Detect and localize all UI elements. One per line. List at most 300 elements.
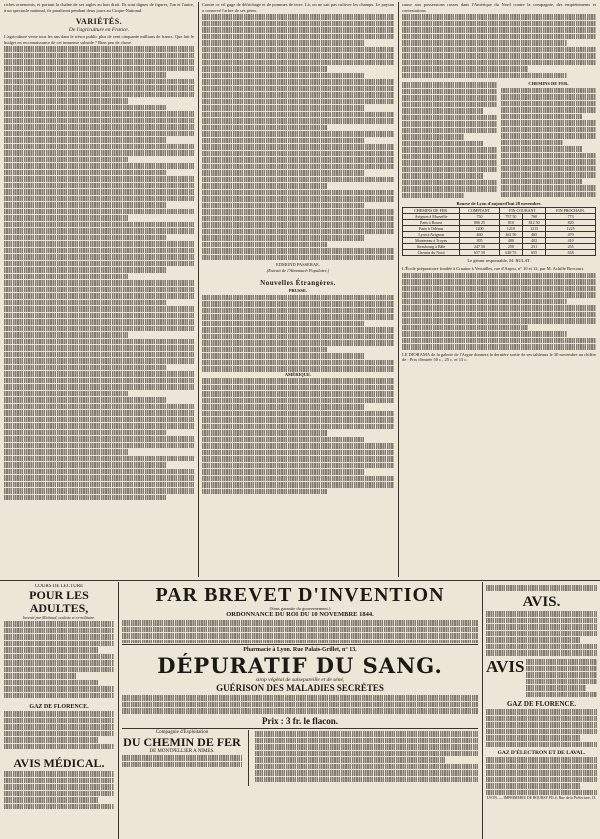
text-line — [202, 327, 394, 333]
article-text-block — [202, 378, 394, 494]
article-text-block — [402, 273, 596, 350]
text-line — [4, 267, 166, 273]
text-line — [402, 89, 497, 95]
text-line — [4, 784, 114, 790]
text-line — [501, 107, 596, 113]
text-line — [202, 353, 365, 359]
bourse-cell: 657 50 — [460, 249, 500, 255]
text-line — [202, 60, 394, 66]
text-line — [402, 21, 596, 27]
text-line — [4, 804, 114, 810]
pharmacie-line: Pharmacie à Lyon. Rue Palais-Grillet, n° 13. — [243, 647, 357, 653]
text-line — [202, 242, 327, 248]
guerison-title: GUÉRISON DES MALADIES SECRÈTES — [216, 683, 384, 693]
text-line — [202, 308, 394, 314]
brevet-subtitle: (Sans garantie du gouvernement.) — [269, 606, 331, 611]
text-line — [4, 449, 128, 455]
text-line — [4, 326, 194, 332]
text-line — [255, 738, 478, 744]
text-line — [501, 172, 596, 178]
text-line — [4, 300, 166, 306]
bourse-cell: 820 — [546, 219, 596, 225]
ad-text-block — [122, 619, 478, 643]
ads-center-column — [122, 584, 478, 836]
varietes-subheading: De l'agriculture en France. — [68, 27, 130, 33]
text-line — [486, 764, 597, 770]
text-line — [202, 482, 394, 488]
bourse-cell: 250 — [499, 243, 522, 249]
text-line — [4, 731, 114, 737]
varietes-intro: L'agriculture verse tous les ans dans le trésor public plus de cent cinquante millions de francs. Que fait le budget en reconnaissance de cet immense subside ? Bien peu de chose. — [4, 34, 194, 45]
ads-left-column — [4, 584, 114, 836]
cours-title: POUR LES ADULTES, — [29, 588, 89, 615]
text-line — [4, 791, 114, 797]
bourse-header-cell: FIN COURANT — [499, 207, 545, 213]
text-line — [4, 417, 194, 423]
section-prusse: PRUSSE. — [288, 288, 308, 293]
text-line — [4, 111, 194, 117]
bourse-cell: 1210 — [499, 225, 522, 231]
text-line — [501, 114, 582, 120]
article-text-block — [4, 46, 194, 500]
text-line — [4, 641, 114, 647]
text-line — [255, 777, 478, 783]
chemin-de-fer-title: DU CHEMIN DE FER — [123, 735, 241, 749]
text-line — [122, 627, 478, 633]
text-line — [202, 366, 394, 372]
text-line — [202, 99, 394, 105]
article-text-block — [202, 14, 394, 260]
text-line — [402, 318, 596, 324]
text-line — [202, 112, 394, 118]
varietes-heading: VARIÉTÉS. — [75, 17, 123, 26]
text-line — [202, 177, 394, 183]
text-line — [202, 469, 365, 475]
text-line — [402, 53, 596, 59]
text-line — [202, 391, 394, 397]
text-line — [255, 731, 478, 737]
text-line — [486, 777, 597, 783]
text-line — [486, 722, 597, 728]
article-text-block — [402, 14, 596, 78]
compagnie-label: Compagnie d'Exploitation — [155, 730, 209, 735]
column-3-intro: cause aux possessions russes dans l'Amérique du Nord contre la compagnie, des empiètements et contestations. — [402, 2, 596, 13]
text-line — [402, 154, 497, 160]
ad-text-block — [122, 694, 478, 716]
text-line — [4, 737, 98, 743]
text-line — [486, 757, 597, 763]
text-line — [202, 53, 394, 59]
text-line — [402, 160, 497, 166]
text-line — [202, 66, 327, 72]
text-line — [202, 92, 394, 98]
text-line — [202, 398, 394, 404]
text-line — [122, 640, 478, 644]
text-line — [4, 176, 194, 182]
text-line — [402, 108, 483, 114]
text-line — [526, 672, 597, 678]
text-line — [202, 340, 394, 346]
bourse-cell: 1200 — [460, 225, 500, 231]
text-line — [202, 255, 394, 261]
bourse-row — [403, 249, 596, 255]
text-line — [486, 644, 597, 650]
text-line — [4, 462, 166, 468]
text-line — [202, 235, 365, 241]
avis-medical-title: AVIS MÉDICAL. — [13, 756, 105, 770]
text-line — [202, 27, 394, 33]
prix-line: Prix : 3 fr. le flacon. — [262, 716, 338, 726]
cours-label: COURS DE LECTURE — [34, 584, 84, 589]
market-list-right — [501, 81, 596, 198]
column-rule — [398, 2, 399, 577]
text-line — [4, 488, 194, 494]
text-line — [122, 633, 478, 639]
text-line — [202, 105, 365, 111]
text-line — [202, 47, 394, 53]
lead-paragraph: riches ornements, et portant la chaîne de ses aigles au bon droit. Ils sont dignes de figurer, l'un et l'autre, à un spectacle national, ils paraîtront pendant deux jours au Cirque-National. — [4, 2, 194, 13]
text-line — [4, 680, 98, 686]
text-line — [486, 631, 597, 637]
text-line — [255, 770, 478, 776]
text-line — [4, 778, 114, 784]
bourse-cell: 470 — [546, 231, 596, 237]
text-line — [4, 371, 194, 377]
text-line — [402, 338, 596, 344]
text-line — [202, 334, 394, 340]
text-line — [122, 755, 242, 761]
column-rule — [482, 582, 483, 839]
article-source: (Extrait de l'Almanach Populaire.) — [266, 267, 330, 273]
text-line — [486, 783, 580, 789]
text-line — [4, 430, 166, 436]
text-line — [4, 456, 194, 462]
text-line — [4, 118, 194, 124]
text-line — [4, 397, 166, 403]
text-line — [4, 436, 194, 442]
bourse-cell: 255 — [546, 243, 596, 249]
column-2-intro: Contre ce vil gage de défrichage et de pommes de terre. Là, on ne sait pas cultiver les champs. Le paysan a conservé l'arbre de ses pères. — [202, 2, 394, 13]
text-line — [202, 404, 365, 410]
imprimerie-line: LYON. — IMPRIMERIE DE BOURSY FILS, Rue de la Préfecture, 13. — [486, 796, 597, 800]
nouvelles-heading: Nouvelles Étrangères. — [260, 279, 336, 287]
text-line — [4, 79, 194, 85]
column-1 — [4, 2, 194, 577]
ad-text-block — [486, 708, 597, 750]
section-rule — [0, 580, 600, 581]
text-line — [4, 241, 194, 247]
text-line — [526, 692, 597, 698]
text-line — [4, 378, 194, 384]
ecole-notice: L'École préparatoire fondée à Cruaine à Versailles, rue d'Anjou, n° 10 et 12, par M. Achille Brocourt. — [402, 266, 585, 271]
text-line — [4, 280, 194, 286]
text-line — [4, 423, 194, 429]
text-line — [402, 325, 528, 331]
text-line — [526, 685, 586, 691]
text-line — [202, 489, 327, 495]
section-amerique: AMÉRIQUE. — [284, 371, 312, 377]
ad-text-block — [486, 610, 597, 658]
bourse-cell: 251 — [523, 243, 546, 249]
text-line — [4, 345, 194, 351]
brevet-title: PAR BREVET D'INVENTION — [155, 584, 445, 606]
text-line — [4, 92, 194, 98]
text-line — [4, 404, 194, 410]
text-line — [4, 254, 194, 260]
text-line — [4, 482, 194, 488]
text-line — [486, 624, 597, 630]
ads-right-column — [486, 584, 597, 836]
bourse-cell: 1215 — [523, 225, 546, 231]
text-line — [501, 146, 582, 152]
bourse-table — [402, 207, 596, 256]
bourse-title: Bourse de Lyon d'aujourd'hui 28 novembre. — [456, 201, 542, 206]
text-line — [202, 385, 394, 391]
text-line — [4, 495, 166, 501]
text-line — [402, 344, 596, 350]
text-line — [4, 98, 128, 104]
text-line — [4, 144, 194, 150]
text-line — [4, 131, 194, 137]
bourse-cell: 402 — [523, 237, 546, 243]
bourse-cell: 460 — [460, 231, 500, 237]
text-line — [486, 650, 597, 656]
right-avis2-title: AVIS — [486, 657, 525, 676]
bourse-cell: 760 — [523, 213, 546, 219]
text-line — [4, 222, 194, 228]
bourse-cell: 757 50 — [499, 213, 522, 219]
text-line — [202, 14, 394, 20]
text-line — [202, 157, 394, 163]
text-line — [4, 718, 114, 724]
column-rule — [198, 2, 199, 577]
text-line — [402, 47, 596, 53]
text-line — [402, 312, 596, 318]
bourse-cell: 658 — [546, 249, 596, 255]
text-line — [501, 185, 596, 191]
text-line — [202, 86, 394, 92]
column-rule — [118, 582, 119, 839]
text-line — [402, 147, 497, 153]
bourse-cell: Paris à Rouen — [403, 219, 460, 225]
text-line — [202, 196, 394, 202]
text-line — [4, 660, 114, 666]
right-avis-title: AVIS. — [522, 594, 561, 610]
text-line — [4, 358, 194, 364]
text-line — [486, 637, 580, 643]
bourse-cell: Paris à Orléans — [403, 225, 460, 231]
text-line — [202, 248, 394, 254]
bourse-cell: 1225 — [546, 225, 596, 231]
text-line — [402, 193, 464, 199]
text-line — [4, 53, 194, 59]
text-line — [4, 313, 194, 319]
text-line — [4, 621, 114, 627]
text-line — [4, 293, 194, 299]
text-line — [402, 273, 596, 279]
text-line — [402, 305, 596, 311]
text-line — [4, 124, 194, 130]
text-line — [122, 708, 478, 714]
bourse-cell: Avignon à Marseille — [403, 213, 460, 219]
bourse-cell: 810 — [499, 219, 522, 225]
text-line — [402, 279, 596, 285]
text-line — [4, 391, 128, 397]
montpellier-line: DE MONTPELLIER A NIMES. — [149, 749, 215, 754]
text-line — [202, 125, 327, 131]
gaz-laval-title: GAZ D'ÉLECTRON ET DE LAVAL. — [497, 750, 586, 756]
market-list-heading: CHEMINS DE FER. — [528, 81, 569, 86]
text-line — [202, 301, 394, 307]
ad-text-block — [4, 710, 114, 754]
text-line — [501, 120, 596, 126]
text-line — [402, 115, 497, 121]
author-signature: EDMOND PASSERAE. — [275, 262, 321, 267]
text-line — [4, 319, 194, 325]
bourse-cell: Lyon à Avignon — [403, 231, 460, 237]
text-line — [4, 384, 194, 390]
text-line — [486, 709, 597, 715]
text-line — [501, 101, 596, 107]
column-2 — [202, 2, 394, 577]
text-line — [202, 183, 327, 189]
text-line — [202, 347, 327, 353]
text-line — [4, 46, 194, 52]
bourse-cell: 806 25 — [460, 219, 500, 225]
text-line — [4, 332, 128, 338]
text-line — [202, 222, 394, 228]
depuratif-title: DÉPURATIF DU SANG. — [157, 653, 443, 678]
text-line — [4, 235, 166, 241]
text-line — [402, 40, 567, 46]
text-line — [402, 286, 596, 292]
text-line — [402, 14, 596, 20]
bourse-cell: 462 50 — [499, 231, 522, 237]
text-line — [122, 762, 242, 768]
sirop-line: sirop végétal de salsepareille et de séné, — [255, 677, 345, 683]
text-line — [202, 411, 394, 417]
text-line — [4, 306, 194, 312]
text-line — [202, 21, 394, 27]
bourse-cell: Strasbourg à Bâle — [403, 243, 460, 249]
text-line — [4, 628, 114, 634]
text-line — [402, 173, 483, 179]
text-line — [402, 95, 497, 101]
text-line — [255, 757, 445, 763]
text-line — [4, 797, 98, 803]
bourse-header-cell: COMPTANT. — [460, 207, 500, 213]
text-line — [202, 229, 394, 235]
text-line — [486, 770, 597, 776]
text-line — [486, 790, 597, 796]
text-line — [4, 475, 194, 481]
bourse-cell: 410 — [546, 237, 596, 243]
text-line — [402, 27, 596, 33]
text-line — [202, 131, 394, 137]
ad-text-block — [486, 756, 597, 796]
text-line — [526, 666, 597, 672]
text-line — [4, 196, 194, 202]
text-line — [122, 702, 478, 708]
text-line — [402, 331, 567, 337]
text-line — [4, 634, 114, 640]
text-line — [4, 352, 194, 358]
text-line — [402, 34, 596, 40]
text-line — [4, 215, 128, 221]
text-line — [202, 456, 394, 462]
diorama-notice: LE DIORAMA de la galerie de l'Argue donnera la dernière sortie de ses tableaux le 30 novembre au chiffre de : Prix d'entrée 50 c., 25 c. et 15 c. — [402, 351, 596, 362]
text-line — [202, 209, 394, 215]
text-line — [486, 729, 597, 735]
ad-text-block — [4, 770, 114, 810]
text-line — [202, 463, 394, 469]
text-line — [4, 261, 194, 267]
bourse-header-cell: FIN PROCHAIN. — [546, 207, 596, 213]
text-line — [402, 128, 497, 134]
text-line — [4, 274, 128, 280]
text-line — [486, 716, 597, 722]
ad-text-block — [526, 658, 597, 698]
market-listing — [402, 81, 596, 198]
text-line — [202, 476, 394, 482]
text-line — [202, 314, 394, 320]
text-line — [202, 216, 394, 222]
text-line — [4, 137, 166, 143]
text-line — [4, 163, 194, 169]
text-line — [402, 167, 497, 173]
text-line — [4, 647, 98, 653]
bourse-cell: 773 — [546, 213, 596, 219]
text-line — [4, 66, 194, 72]
text-line — [501, 88, 596, 94]
ad-text-block — [255, 730, 478, 788]
text-line — [255, 751, 478, 757]
gerant-signature: Le gérant responsable, M. RULAT. — [467, 257, 531, 263]
text-line — [4, 410, 194, 416]
text-line — [501, 153, 596, 159]
text-line — [4, 189, 194, 195]
text-line — [4, 157, 128, 163]
text-line — [202, 430, 327, 436]
text-line — [202, 73, 365, 79]
bourse-cell: 750 — [460, 213, 500, 219]
text-line — [4, 744, 114, 750]
text-line — [402, 299, 567, 305]
text-line — [202, 378, 394, 384]
text-line — [255, 744, 478, 750]
text-line — [4, 287, 194, 293]
text-line — [402, 292, 596, 298]
bourse-cell: 400 — [499, 237, 522, 243]
text-line — [4, 724, 114, 730]
text-line — [255, 764, 478, 770]
article-text-block — [202, 295, 394, 372]
text-line — [4, 667, 114, 673]
text-line — [402, 134, 464, 140]
text-line — [202, 437, 365, 443]
bourse-cell: 655 — [523, 249, 546, 255]
text-line — [202, 40, 365, 46]
text-line — [402, 66, 528, 72]
text-line — [202, 360, 394, 366]
column-3 — [402, 2, 596, 577]
text-line — [486, 742, 597, 748]
text-line — [402, 180, 497, 186]
text-line — [501, 192, 596, 198]
ad-text-block — [486, 584, 597, 594]
text-line — [501, 127, 596, 133]
text-line — [402, 60, 596, 66]
